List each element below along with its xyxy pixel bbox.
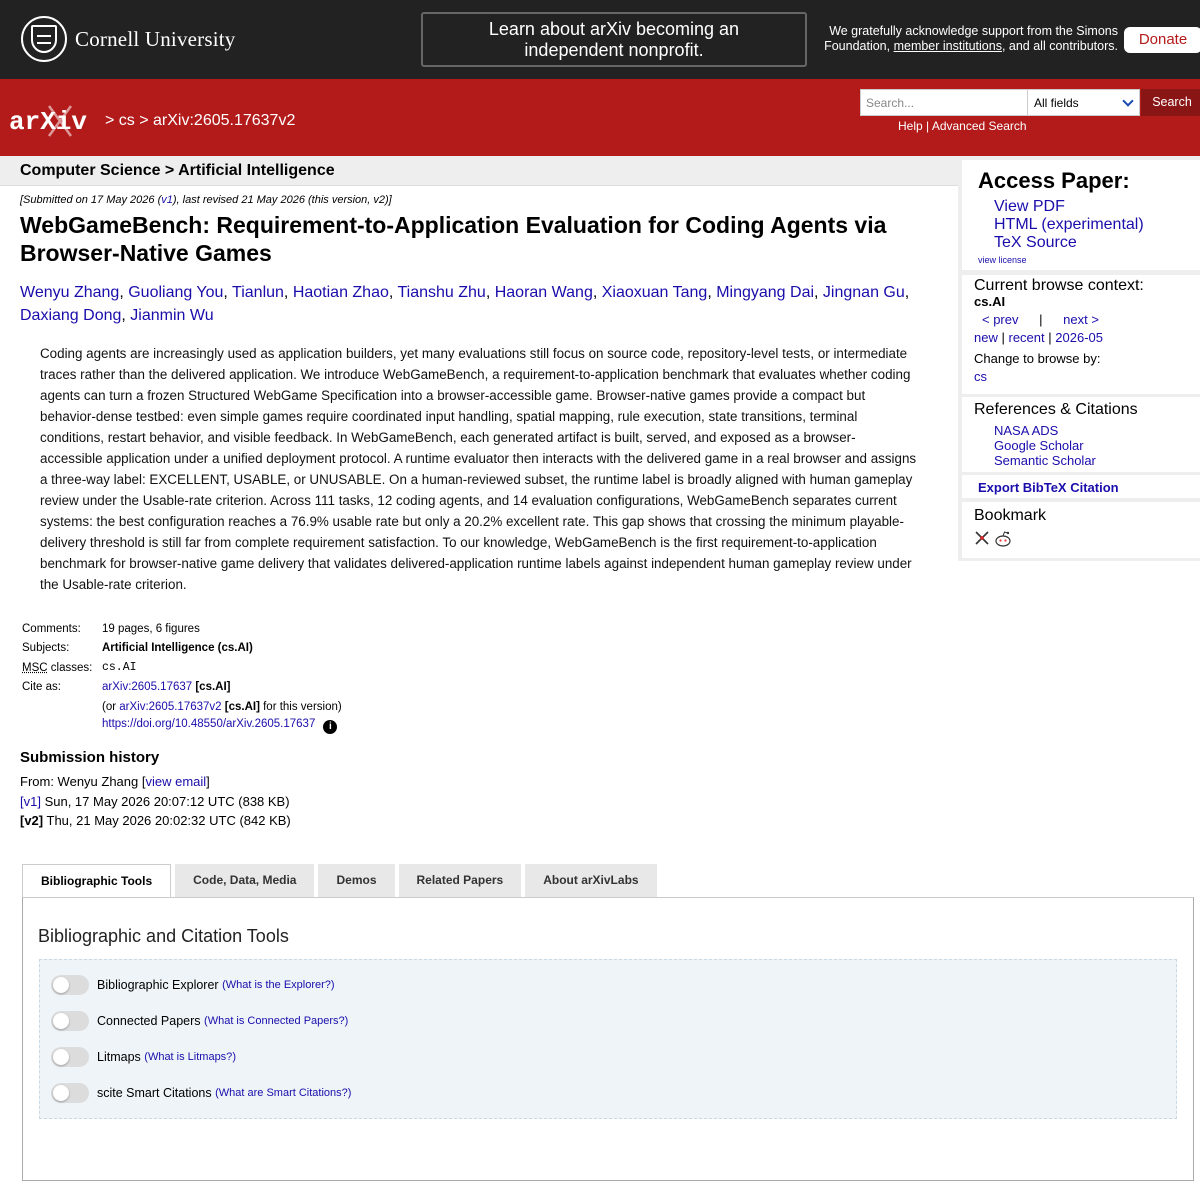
author-link[interactable]: Guoliang You (128, 284, 224, 301)
submission-history-title: Submission history (20, 749, 160, 766)
view-email-link[interactable]: view email (145, 774, 207, 789)
subjects-label: Subjects: (22, 642, 70, 655)
google-scholar-link[interactable]: Google Scholar (994, 438, 1084, 453)
view-pdf-link[interactable]: View PDF (994, 198, 1065, 215)
comments-value: 19 pages, 6 figures (102, 622, 200, 635)
tab-bibliographic-tools[interactable]: Bibliographic Tools (22, 864, 171, 898)
donate-button[interactable]: Donate (1124, 27, 1200, 53)
author-link[interactable]: Haotian Zhao (292, 284, 389, 301)
browse-cs-link[interactable]: cs (974, 369, 987, 384)
author-link[interactable]: Mingyang Dai (716, 284, 815, 301)
change-browse-label: Change to browse by: (974, 351, 1101, 366)
support-acknowledgement: We gratefully acknowledge support from the Simons Foundation, member institutions, and all contributors. (824, 24, 1118, 53)
tab-about-arxivlabs[interactable]: About arXivLabs (525, 864, 656, 897)
v2-history-tag: [v2] (20, 813, 44, 829)
info-icon[interactable]: i (323, 720, 337, 734)
author-link[interactable]: Daxiang Dong (20, 307, 122, 324)
cornell-name: Cornell University (75, 26, 236, 51)
tools-panel-title: Bibliographic and Citation Tools (38, 926, 289, 946)
access-links (994, 198, 1144, 252)
search-field-select[interactable]: All fields (1027, 89, 1140, 116)
cite-link[interactable]: arXiv:2605.17637 (102, 681, 193, 694)
litmaps-toggle[interactable] (51, 1047, 89, 1067)
author-link[interactable]: Jingnan Gu (822, 284, 905, 301)
bookmark-icons (974, 530, 1012, 548)
breadcrumb[interactable]: > cs > arXiv:2605.17637v2 (105, 112, 296, 129)
cite-version-link[interactable]: arXiv:2605.17637v2 (119, 700, 222, 713)
cornell-seal-icon (21, 16, 67, 62)
browse-context-value: cs.AI (974, 294, 1006, 309)
advanced-search-link[interactable]: Advanced Search (931, 119, 1027, 133)
month-link[interactable]: 2026-05 (1055, 330, 1103, 345)
submission-dates: [Submitted on 17 May 2026 (v1), last revised 21 May 2026 (this version, v2)] (20, 194, 392, 206)
doi-link[interactable]: https://doi.org/10.48550/arXiv.2605.17637 (102, 718, 316, 731)
author-link[interactable]: Wenyu Zhang (20, 284, 120, 301)
msc-label: MSC classes: (22, 661, 93, 674)
explorer-toggle[interactable] (51, 975, 89, 995)
search-button[interactable]: Search (1141, 89, 1200, 116)
tex-source-link[interactable]: TeX Source (994, 234, 1077, 251)
browse-context-title: Current browse context: (974, 277, 1144, 294)
access-paper-title: Access Paper: (978, 168, 1130, 193)
author-link[interactable]: Jianmin Wu (130, 307, 214, 324)
connected-papers-help-link[interactable]: What is Connected Papers? (207, 1015, 345, 1027)
chevron-down-icon (1122, 95, 1133, 106)
reference-links (994, 423, 1096, 468)
prev-link[interactable]: < prev (982, 312, 1019, 327)
search-input[interactable]: Search... (860, 89, 1028, 116)
tool-row-litmaps: Litmaps (What is Litmaps?) (51, 1047, 236, 1067)
scite-toggle[interactable] (51, 1083, 89, 1103)
abstract: Coding agents are increasingly used as application builders, yet many evaluations still focus on source code, repository-level tests, or intermediate traces rather than the delivered application. We introduce WebGameBench, a requirement-to-application benchmark that evaluates whether coding agents can turn a frozen Structured WebGame Specification into a browser-accessible game. Browser-native games provide a compact but behavior-dense testbed: even simple games require coordinated input handling, spatial mapping, rule execution, state transitions, terminal conditions, restart behavior, and visible feedback. In WebGameBench, each generated artifact is built, served, and exposed as a browser-accessible application under a unified deployment protocol. A runtime evaluator then interacts with the delivered game in a real browser and assigns a three-way label: EXCELLENT, USABLE, or UNUSABLE. On a human-reviewed subset, the runtime label is broadly aligned with human gameplay review under the Usable-rate criterion. Across 111 tasks, 12 coding agents, and 14 evaluation configurations, WebGameBench separates current systems: the best configuration reaches a 76.9% usable rate but only a 20.2% excellent rate. This gap shows that crossing the minimum playable-delivery threshold is still far from complete requirement satisfaction. To our knowledge, WebGameBench is the first requirement-to-application benchmark for browser-native game delivery that validates delivered-application runtime labels against independent human gameplay review under the Usable-rate criterion. (40, 346, 917, 592)
tab-code-data-media[interactable]: Code, Data, Media (175, 864, 314, 897)
labs-tabs (22, 864, 657, 898)
author-link[interactable]: Tianlun (232, 284, 284, 301)
explorer-help-link[interactable]: What is the Explorer? (225, 979, 331, 991)
msc-value: cs.AI (102, 661, 137, 675)
metadata-table: Comments: 19 pages, 6 figures Subjects: Artificial Intelligence (cs.AI) MSC classes: cs.AI Cite as: arXiv:2605.17637 [cs.AI] (or arXiv:2605.17637v2 [cs.AI] for this version) https://doi.org/10.48550/arXiv.2605.17637 i (22, 622, 342, 733)
reddit-icon[interactable] (994, 530, 1012, 548)
nonprofit-announcement-button[interactable]: Learn about arXiv becoming an independent nonprofit. (421, 12, 807, 67)
nasa-ads-link[interactable]: NASA ADS (994, 423, 1059, 438)
author-link[interactable]: Haoran Wang (494, 284, 593, 301)
arxiv-logo[interactable] (9, 100, 101, 140)
search-help-links: Help | Advanced Search (898, 119, 1027, 133)
cornell-logo-link[interactable] (21, 16, 236, 62)
tab-demos[interactable]: Demos (318, 864, 394, 897)
author-list: Wenyu Zhang, Guoliang You, Tianlun, Haotian Zhao, Tianshu Zhu, Haoran Wang, Xiaoxuan Tang, Mingyang Dai, Jingnan Gu, Daxiang Dong, Jianmin Wu (20, 284, 910, 324)
scite-help-link[interactable]: What are Smart Citations? (218, 1087, 348, 1099)
subject-heading: Computer Science > Artificial Intelligence (20, 162, 335, 179)
v1-history-link[interactable]: [v1] (20, 793, 41, 809)
v1-link[interactable]: v1 (161, 194, 173, 206)
semantic-scholar-link[interactable]: Semantic Scholar (994, 453, 1096, 468)
bibsonomy-icon[interactable] (974, 530, 990, 546)
new-link[interactable]: new (974, 330, 998, 345)
export-bibtex-link[interactable]: Export BibTeX Citation (978, 480, 1119, 495)
arxiv-logo-text: arXiv (9, 107, 88, 137)
prev-next-nav: < prev | next > (982, 312, 1099, 327)
html-link[interactable]: HTML (experimental) (994, 216, 1144, 233)
new-recent-nav: new | recent | 2026-05 (974, 330, 1103, 345)
paper-title: WebGameBench: Requirement-to-Application Evaluation for Coding Agents via Browser-Native Games (20, 212, 887, 266)
subjects-value: Artificial Intelligence (cs.AI) (102, 642, 253, 655)
tool-row-scite: scite Smart Citations (What are Smart Citations?) (51, 1083, 351, 1103)
tab-related-papers[interactable]: Related Papers (399, 864, 522, 897)
tool-row-connected-papers: Connected Papers (What is Connected Papers?) (51, 1011, 348, 1031)
view-license-link[interactable]: view license (978, 255, 1027, 265)
next-link[interactable]: next > (1063, 312, 1099, 327)
cite-label: Cite as: (22, 681, 61, 694)
references-title: References & Citations (974, 401, 1138, 418)
submission-history: From: Wenyu Zhang [view email] [v1] Sun, 17 May 2026 20:07:12 UTC (838 KB) [v2] Thu, 21 May 2026 20:02:32 UTC (842 KB) (20, 774, 291, 829)
connected-papers-toggle[interactable] (51, 1011, 89, 1031)
bookmark-title: Bookmark (974, 507, 1047, 524)
comments-label: Comments: (22, 622, 81, 635)
litmaps-help-link[interactable]: What is Litmaps? (147, 1051, 233, 1063)
help-link[interactable]: Help (898, 119, 923, 133)
author-link[interactable]: Tianshu Zhu (397, 284, 486, 301)
tool-row-explorer: Bibliographic Explorer (What is the Explorer?) (51, 975, 335, 995)
author-link[interactable]: Xiaoxuan Tang (601, 284, 708, 301)
recent-link[interactable]: recent (1008, 330, 1045, 345)
member-institutions-link[interactable]: member institutions (893, 39, 1002, 53)
